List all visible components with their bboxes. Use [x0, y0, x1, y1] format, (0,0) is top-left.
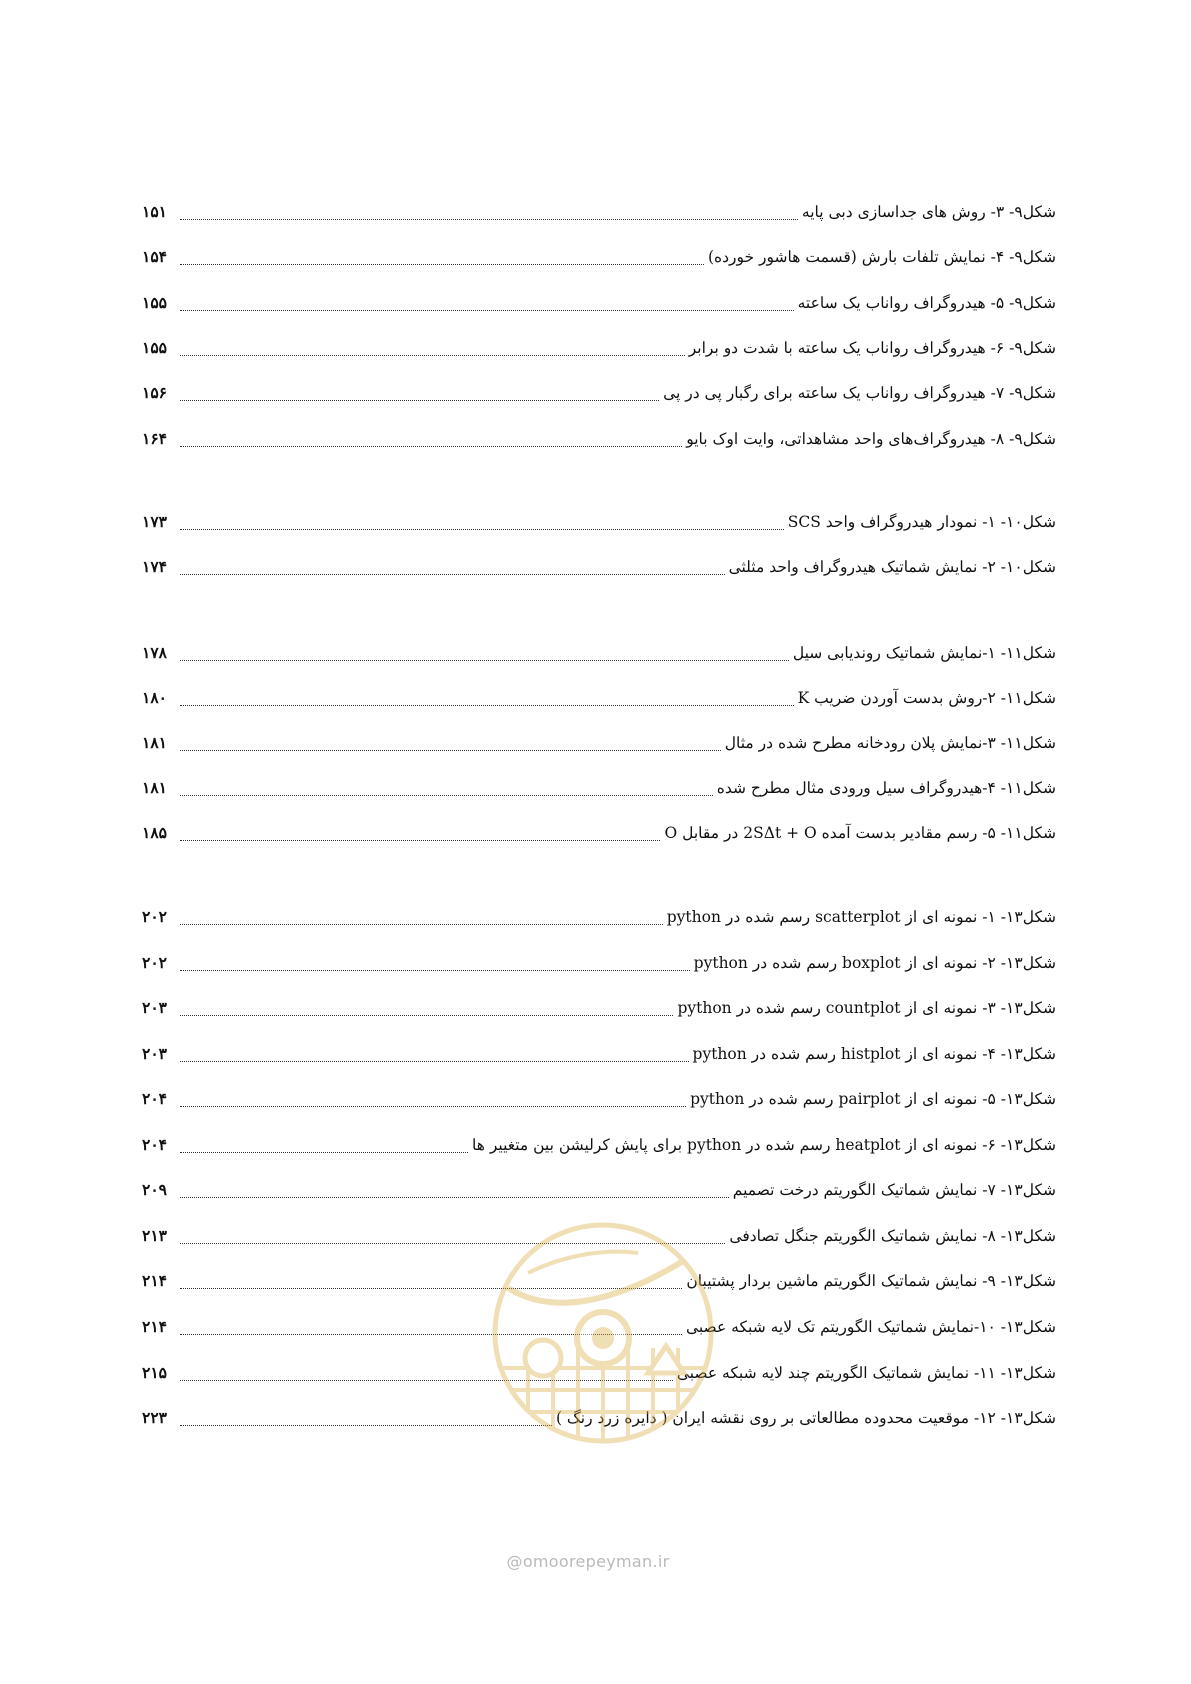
- toc-entry-title: شکل۱۱- ۵- رسم مقادیر بدست آمده 2SΔt + O در مقابل O: [664, 824, 1056, 842]
- toc-entry-title: شکل۱۳- ۶- نمونه ای از heatplot رسم شده در python برای پایش کرلیشن بین متغییر ها: [472, 1136, 1056, 1154]
- toc-entry[interactable]: [142, 378, 1056, 408]
- watermark-site-text: @omoorepeyman.ir: [506, 1552, 670, 1571]
- toc-entry-title: شکل۱۱- ۴-هیدروگراف سیل ورودی مثال مطرح شده: [716, 779, 1056, 797]
- toc-entry-title: شکل۹- ۵- هیدروگراف رواناب یک ساعته: [797, 294, 1056, 312]
- toc-entry-title: شکل۱۰- ۲- نمایش شماتیک هیدروگراف واحد مثلثی: [728, 558, 1056, 576]
- toc-entry-title: شکل۱۳- ۱۰-نمایش شماتیک الگوریتم تک لایه شبکه عصبی: [685, 1318, 1056, 1336]
- toc-entry-title: شکل۱۱- ۳-نمایش پلان رودخانه مطرح شده در مثال: [724, 734, 1056, 752]
- toc-entry[interactable]: [142, 683, 1056, 713]
- toc-entry-page-number: ۱۸۱: [142, 778, 167, 797]
- toc-entry-title: شکل۱۳- ۵- نمونه ای از pairplot رسم شده در python: [690, 1090, 1056, 1108]
- toc-entry-page-number: ۲۰۳: [142, 998, 167, 1017]
- toc-entry-page-number: ۱۷۸: [142, 643, 167, 662]
- dot-leader: [180, 1152, 468, 1153]
- dot-leader: [180, 705, 794, 706]
- toc-entry[interactable]: [142, 333, 1056, 363]
- toc-entry[interactable]: [142, 552, 1056, 582]
- toc-entry-page-number: ۲۱۵: [142, 1363, 167, 1382]
- omoore-peyman-logo-icon: [488, 1218, 718, 1448]
- dot-leader: [180, 219, 798, 220]
- toc-entry-page-number: ۱۵۵: [142, 338, 167, 357]
- toc-entry-page-number: ۱۸۱: [142, 733, 167, 752]
- dot-leader: [180, 1061, 689, 1062]
- toc-entry-title: شکل۹- ۶- هیدروگراف رواناب یک ساعته با شدت دو برابر: [688, 339, 1056, 357]
- toc-entry-page-number: ۲۰۴: [142, 1089, 167, 1108]
- toc-entry-page-number: ۲۲۳: [142, 1408, 167, 1427]
- toc-entry-page-number: ۱۶۴: [142, 429, 167, 448]
- toc-entry[interactable]: [142, 197, 1056, 227]
- toc-entry[interactable]: [142, 507, 1056, 537]
- toc-entry-page-number: ۱۵۵: [142, 293, 167, 312]
- toc-entry-title: شکل۹- ۴- نمایش تلفات بارش (قسمت هاشور خورده): [707, 248, 1056, 266]
- toc-entry-title: شکل۱۳- ۱- نمونه ای از scatterplot رسم شده در python: [666, 908, 1056, 926]
- toc-entry[interactable]: [142, 638, 1056, 668]
- dot-leader: [180, 355, 685, 356]
- toc-entry[interactable]: [142, 1084, 1056, 1114]
- toc-entry-page-number: ۱۸۰: [142, 688, 167, 707]
- toc-entry-title: شکل۱۳- ۸- نمایش شماتیک الگوریتم جنگل تصادفی: [729, 1227, 1056, 1245]
- dot-leader: [180, 529, 784, 530]
- toc-entry-page-number: ۲۰۲: [142, 953, 167, 972]
- toc-entry-title: شکل۱۳- ۱۲- موقعیت محدوده مطالعاتی بر روی نقشه ایران ( دایره زرد رنگ ): [555, 1409, 1056, 1427]
- dot-leader: [180, 795, 713, 796]
- toc-entry[interactable]: [142, 728, 1056, 758]
- toc-entry-title: شکل۱۳- ۴- نمونه ای از histplot رسم شده در python: [692, 1045, 1056, 1063]
- toc-entry-page-number: ۱۵۱: [142, 202, 167, 221]
- toc-entry-title: شکل۱۳- ۱۱- نمایش شماتیک الگوریتم چند لایه شبکه عصبی: [676, 1364, 1056, 1382]
- toc-entry[interactable]: [142, 948, 1056, 978]
- toc-entry-title: شکل۹- ۸- هیدروگراف‌های واحد مشاهداتی، وایت اوک بایو: [686, 430, 1056, 448]
- toc-entry-title: شکل۱۰- ۱- نمودار هیدروگراف واحد SCS: [787, 513, 1056, 531]
- toc-entry[interactable]: [142, 773, 1056, 803]
- dot-leader: [180, 660, 789, 661]
- toc-entry-page-number: ۱۸۵: [142, 823, 167, 842]
- toc-entry[interactable]: [142, 242, 1056, 272]
- toc-entry[interactable]: [142, 1175, 1056, 1205]
- toc-entry[interactable]: [142, 424, 1056, 454]
- dot-leader: [180, 310, 794, 311]
- dot-leader: [180, 400, 659, 401]
- toc-entry-title: شکل۱۳- ۷- نمایش شماتیک الگوریتم درخت تصمیم: [732, 1181, 1056, 1199]
- toc-entry[interactable]: [142, 288, 1056, 318]
- toc-entry-title: شکل۹- ۷- هیدروگراف رواناب یک ساعته برای رگبار پی در پی: [663, 384, 1056, 402]
- toc-entry-title: شکل۱۱- ۱-نمایش شماتیک روندیابی سیل: [792, 644, 1056, 662]
- toc-entry[interactable]: [142, 902, 1056, 932]
- toc-entry-page-number: ۲۰۴: [142, 1135, 167, 1154]
- dot-leader: [180, 574, 725, 575]
- toc-entry[interactable]: [142, 993, 1056, 1023]
- toc-entry-page-number: ۱۵۴: [142, 247, 167, 266]
- toc-entry-page-number: ۱۷۳: [142, 512, 167, 531]
- toc-entry-title: شکل۱۳- ۳- نمونه ای از countplot رسم شده در python: [677, 999, 1056, 1017]
- dot-leader: [180, 1015, 673, 1016]
- toc-entry-page-number: ۲۱۳: [142, 1226, 167, 1245]
- dot-leader: [180, 1106, 686, 1107]
- dot-leader: [180, 970, 690, 971]
- toc-entry-page-number: ۱۵۶: [142, 383, 167, 402]
- dot-leader: [180, 840, 660, 841]
- toc-entry-title: شکل۱۳- ۲- نمونه ای از boxplot رسم شده در python: [693, 954, 1056, 972]
- dot-leader: [180, 264, 704, 265]
- dot-leader: [180, 446, 682, 447]
- dot-leader: [180, 1197, 729, 1198]
- toc-entry-page-number: ۲۰۹: [142, 1180, 167, 1199]
- toc-entry-page-number: ۲۱۴: [142, 1317, 167, 1336]
- toc-entry[interactable]: [142, 818, 1056, 848]
- toc-entry[interactable]: [142, 1039, 1056, 1069]
- dot-leader: [180, 750, 721, 751]
- toc-entry-page-number: ۲۱۴: [142, 1271, 167, 1290]
- toc-entry[interactable]: [142, 1130, 1056, 1160]
- dot-leader: [180, 924, 663, 925]
- toc-entry-page-number: ۲۰۲: [142, 907, 167, 926]
- toc-entry-title: شکل۹- ۳- روش های جداسازی دبی پایه: [801, 203, 1056, 221]
- toc-entry-page-number: ۱۷۴: [142, 557, 167, 576]
- toc-entry-page-number: ۲۰۳: [142, 1044, 167, 1063]
- toc-entry-title: شکل۱۱- ۲-روش بدست آوردن ضریب K: [797, 689, 1056, 707]
- toc-entry-title: شکل۱۳- ۹- نمایش شماتیک الگوریتم ماشین بردار پشتیبان: [686, 1272, 1056, 1290]
